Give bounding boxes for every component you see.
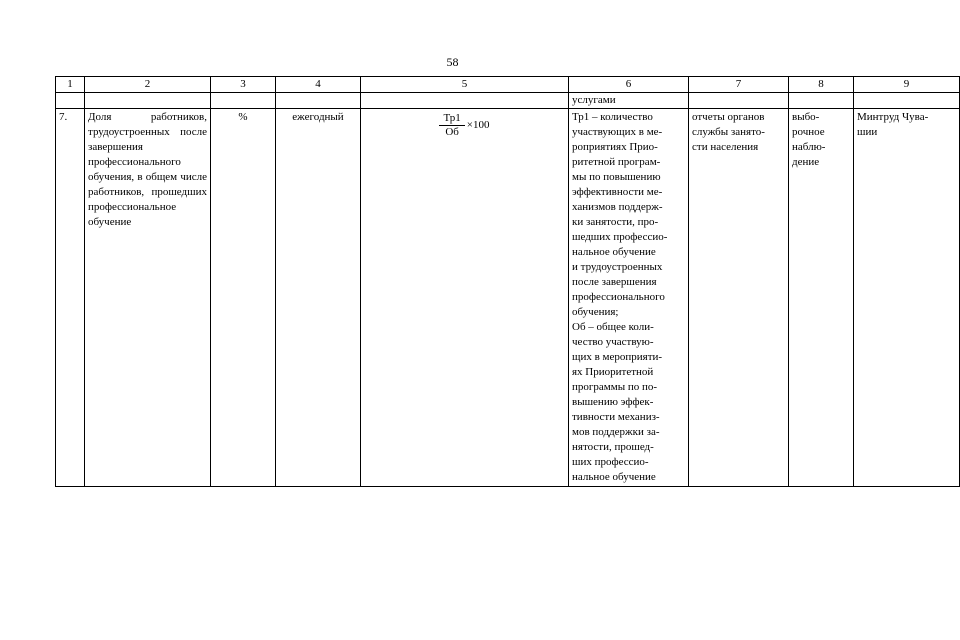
indicator-name: Доля работников, трудоустроенных после завершения профессионального обучения, в общем числе работников, прошедших профессиональное обучение — [85, 109, 211, 487]
definition-cell: Тр1 – количество участвующих в ме- роприятиях Прио- ритетной програм- мы по повышению эффективности ме- ханизмов поддерж- ки занятости, про- шедших профессио- нальное обучение и трудоустроенных после завершения профессионального обучения; Об – общее коли- чество участвую- щих в мероприяти- ях Приоритетной программы по по- вышению эффек- тивности механиз- мов поддержки за- нятости, прошед- ших профессио- нальное обучение — [569, 109, 689, 487]
header-cell: 2 — [85, 77, 211, 93]
table-cell — [85, 93, 211, 109]
row-number: 7. — [56, 109, 85, 487]
data-source-cell: отчеты органов службы занято- сти населения — [689, 109, 789, 487]
table-cell — [361, 93, 569, 109]
table-cell — [854, 93, 960, 109]
indicator-table — [55, 76, 960, 487]
header-cell: 4 — [276, 77, 361, 93]
formula-numerator: Тр1 — [439, 112, 464, 126]
header-cell: 6 — [569, 77, 689, 93]
header-cell: 7 — [689, 77, 789, 93]
table-cell — [689, 93, 789, 109]
collection-method-cell: выбо- рочное наблю- дение — [789, 109, 854, 487]
header-cell: 1 — [56, 77, 85, 93]
continuation-row — [56, 93, 960, 109]
page-number: 58 — [446, 55, 459, 69]
header-cell: 5 — [361, 77, 569, 93]
table-cell — [56, 93, 85, 109]
responsible-cell: Минтруд Чува- шии — [854, 109, 960, 487]
table-row — [56, 109, 960, 487]
table-cell — [789, 93, 854, 109]
header-cell: 8 — [789, 77, 854, 93]
formula-multiplier: ×100 — [466, 119, 490, 131]
header-cell: 3 — [211, 77, 276, 93]
unit-cell: % — [211, 109, 276, 487]
periodicity-cell: ежегодный — [276, 109, 361, 487]
formula-cell — [361, 109, 569, 487]
header-cell: 9 — [854, 77, 960, 93]
table-cell — [276, 93, 361, 109]
formula-denominator: Об — [445, 126, 459, 138]
continuation-text: услугами — [569, 93, 689, 109]
fraction — [439, 112, 464, 139]
table-cell — [211, 93, 276, 109]
header-row — [56, 77, 960, 93]
formula — [439, 112, 489, 139]
